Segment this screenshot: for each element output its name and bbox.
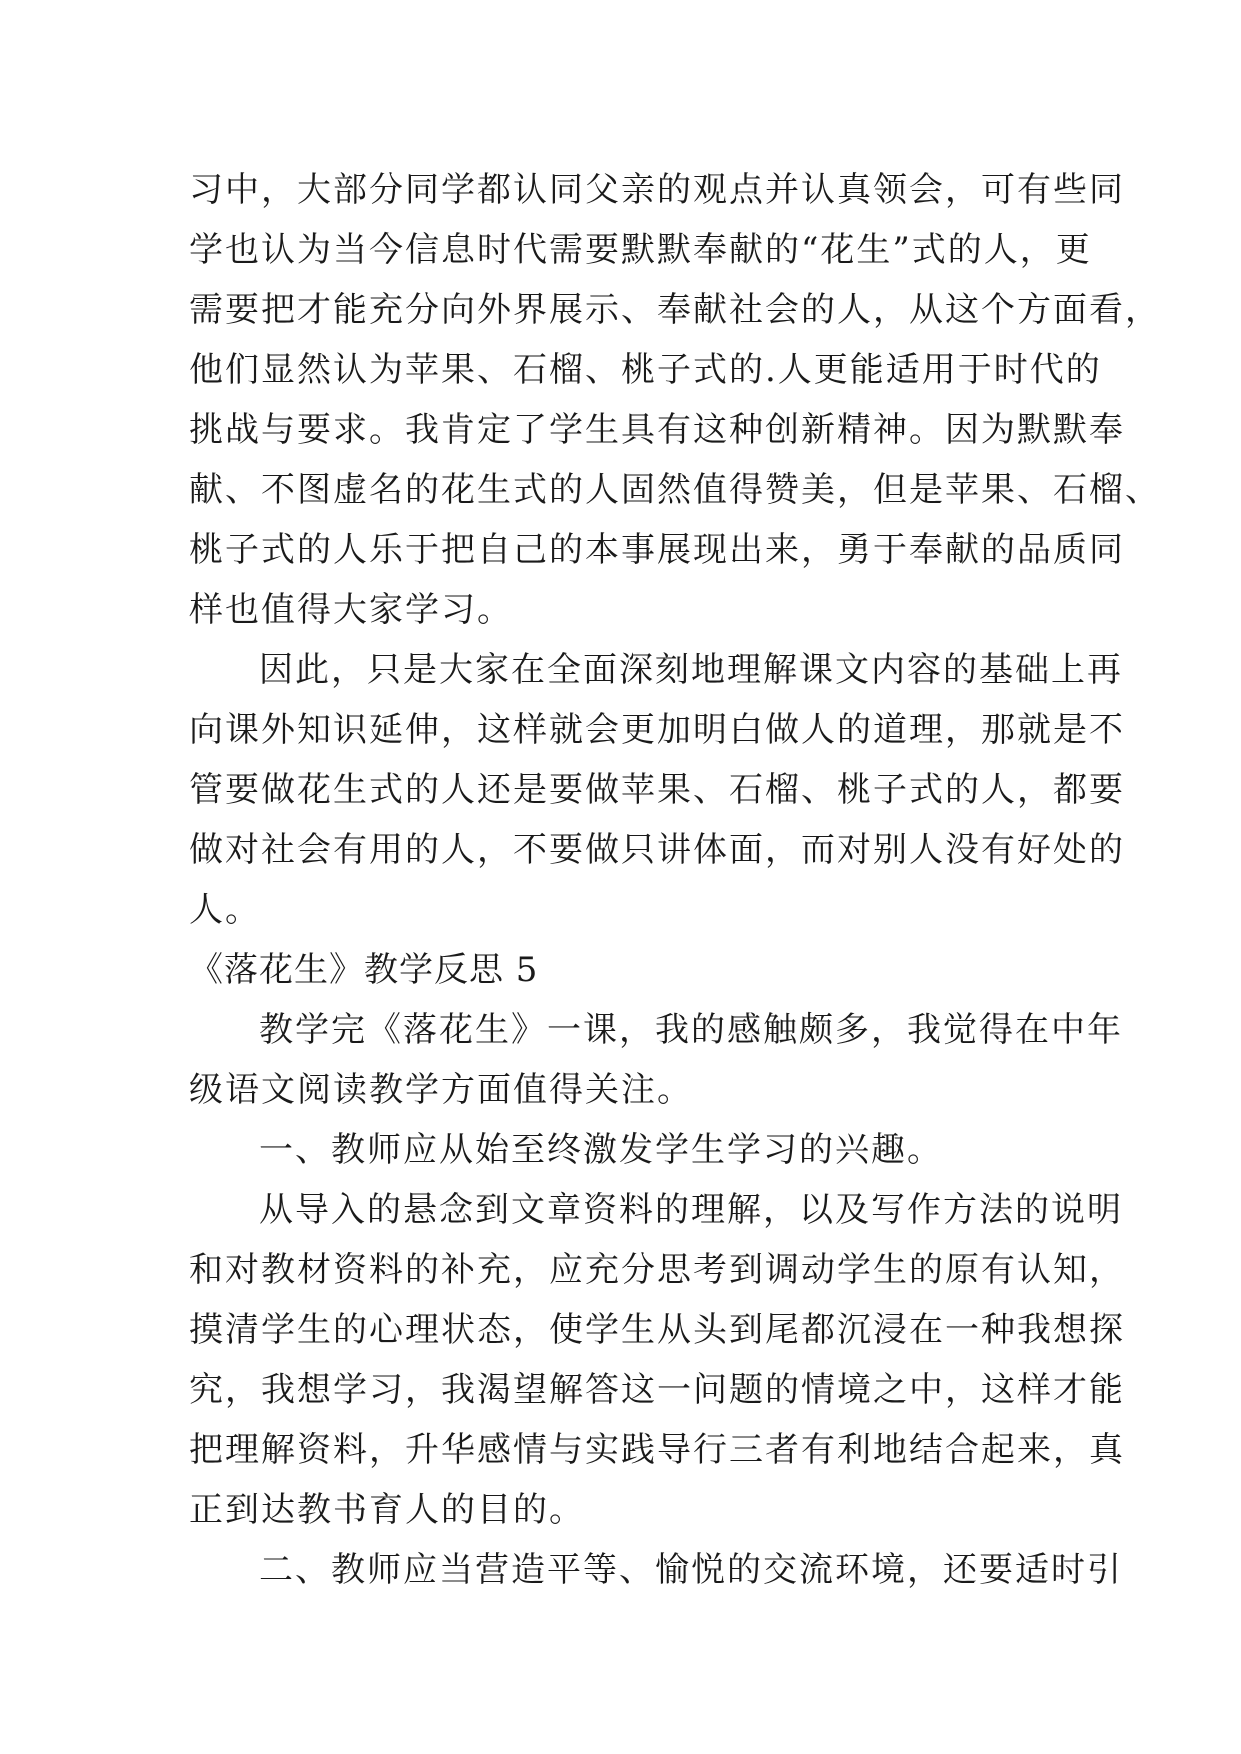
text-line: 级语文阅读教学方面值得关注。 (189, 1070, 693, 1110)
text-line: 他们显然认为苹果、石榴、桃子式的.人更能适用于时代的 (189, 350, 1102, 390)
document-body (189, 160, 1161, 1600)
section-heading: 《落花生》教学反思 5 (189, 950, 539, 990)
text-line: 把理解资料，升华感情与实践导行三者有利地结合起来，真 (189, 1430, 1125, 1470)
text-line: 正到达教书育人的目的。 (189, 1490, 585, 1530)
text-line: 需要把才能充分向外界展示、奉献社会的人，从这个方面看， (189, 290, 1161, 330)
text-line: 做对社会有用的人，不要做只讲体面，而对别人没有好处的 (189, 830, 1125, 870)
paragraph-start-line: 从导入的悬念到文章资料的理解，以及写作方法的说明 (259, 1190, 1123, 1230)
text-line: 人。 (189, 890, 261, 930)
paragraph-start-line: 一、教师应从始至终激发学生学习的兴趣。 (259, 1130, 943, 1170)
text-line: 样也值得大家学习。 (189, 590, 513, 630)
text-line: 习中，大部分同学都认同父亲的观点并认真领会，可有些同 (189, 170, 1125, 210)
text-line: 献、不图虚名的花生式的人固然值得赞美，但是苹果、石榴、 (189, 470, 1161, 510)
paragraph-start-line: 教学完《落花生》一课，我的感触颇多，我觉得在中年 (259, 1010, 1123, 1050)
text-line: 学也认为当今信息时代需要默默奉献的“花生”式的人，更 (189, 230, 1092, 270)
text-line: 和对教材资料的补充，应充分思考到调动学生的原有认知， (189, 1250, 1125, 1290)
paragraph-start-line: 因此，只是大家在全面深刻地理解课文内容的基础上再 (259, 650, 1123, 690)
text-line: 摸清学生的心理状态，使学生从头到尾都沉浸在一种我想探 (189, 1310, 1125, 1350)
text-line: 挑战与要求。我肯定了学生具有这种创新精神。因为默默奉 (189, 410, 1125, 450)
text-line: 桃子式的人乐于把自己的本事展现出来，勇于奉献的品质同 (189, 530, 1125, 570)
text-line: 究，我想学习，我渴望解答这一问题的情境之中，这样才能 (189, 1370, 1125, 1410)
paragraph-start-line: 二、教师应当营造平等、愉悦的交流环境，还要适时引 (259, 1550, 1123, 1590)
text-line: 管要做花生式的人还是要做苹果、石榴、桃子式的人，都要 (189, 770, 1125, 810)
text-line: 向课外知识延伸，这样就会更加明白做人的道理，那就是不 (189, 710, 1125, 750)
